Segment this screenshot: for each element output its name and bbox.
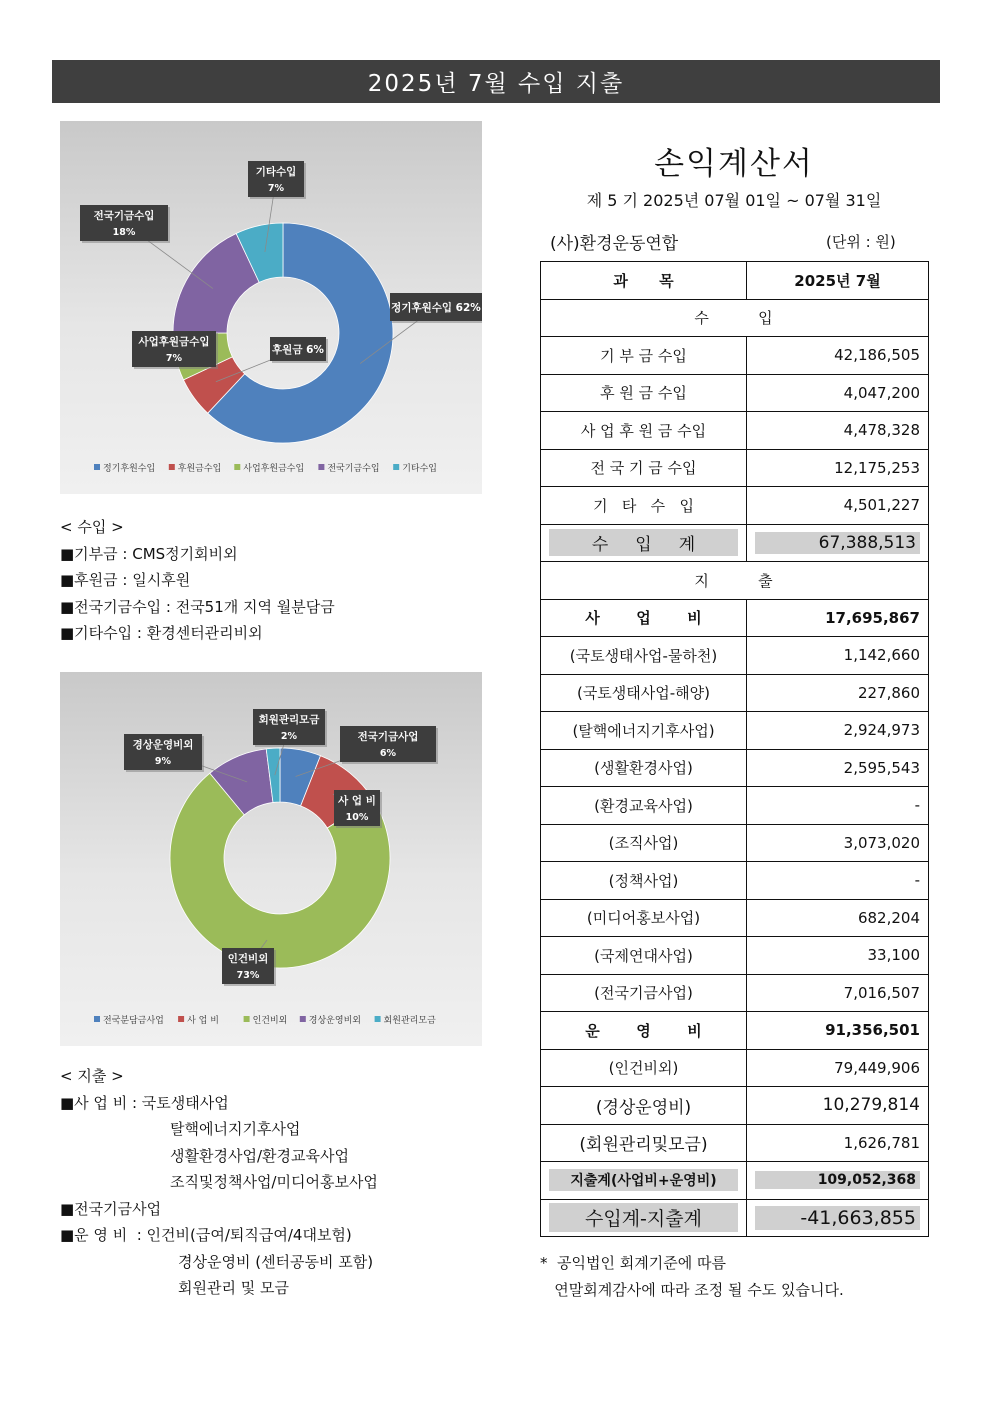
row-label: (미디어홍보사업) bbox=[541, 899, 747, 937]
row-label: (경상운영비) bbox=[541, 1087, 747, 1125]
callout-name: 정기후원수입 62% bbox=[391, 302, 481, 314]
table-row bbox=[541, 487, 929, 525]
callout-label bbox=[124, 734, 204, 772]
callout-name: 사 업 비 bbox=[338, 795, 376, 807]
table-row bbox=[541, 412, 929, 450]
row-label: 기 타 수 입 bbox=[541, 487, 747, 525]
income-donut-chart bbox=[60, 121, 482, 494]
callout-name: 인건비외 bbox=[227, 953, 269, 965]
expense-note-item: 회원관리 및 모금 bbox=[178, 1279, 289, 1297]
row-value: 4,478,328 bbox=[747, 412, 929, 450]
row-value: 1,142,660 bbox=[747, 637, 929, 675]
row-value: 79,449,906 bbox=[747, 1049, 929, 1087]
callout-name: 전국기금사업 bbox=[357, 731, 419, 743]
income-total-value: 67,388,513 bbox=[755, 532, 920, 554]
income-note-item: ■기타수입 : 환경센터관리비외 bbox=[60, 624, 263, 642]
row-value: 12,175,253 bbox=[747, 449, 929, 487]
row-value: 4,047,200 bbox=[747, 374, 929, 412]
row-value: 33,100 bbox=[747, 937, 929, 975]
callout-label bbox=[334, 790, 382, 828]
callout-pct: 18% bbox=[112, 227, 136, 238]
row-value: - bbox=[747, 862, 929, 900]
legend-label: 전국기금수입 bbox=[327, 464, 380, 474]
table-row bbox=[541, 937, 929, 975]
legend-swatch bbox=[375, 1016, 381, 1022]
expense-notes bbox=[60, 1063, 378, 1302]
legend-swatch bbox=[318, 464, 324, 470]
legend-label: 전국분담금사업 bbox=[103, 1016, 164, 1026]
expense-total-label: 지출계(사업비+운영비) bbox=[549, 1169, 738, 1191]
callout-label bbox=[253, 709, 327, 747]
callout-name: 전국기금수입 bbox=[93, 210, 155, 222]
legend-swatch bbox=[94, 464, 100, 470]
table-row bbox=[541, 787, 929, 825]
table-row bbox=[541, 749, 929, 787]
expense-note-item: 경상운영비 (센터공동비 포함) bbox=[178, 1252, 374, 1271]
row-value: 42,186,505 bbox=[747, 337, 929, 375]
row-label: 사 업 후 원 금 수입 bbox=[541, 412, 747, 450]
callout-pct: 73% bbox=[236, 970, 260, 981]
row-label: 전 국 기 금 수입 bbox=[541, 449, 747, 487]
table-row bbox=[541, 862, 929, 900]
callout-pct: 6% bbox=[379, 748, 397, 759]
net-row bbox=[541, 1199, 929, 1237]
row-value: 7,016,507 bbox=[747, 974, 929, 1012]
chart-legend bbox=[94, 462, 437, 474]
income-note-item: ■전국기금수입 : 전국51개 지역 월분담금 bbox=[60, 597, 335, 616]
row-label: (국제연대사업) bbox=[541, 937, 747, 975]
row-label: (국토생태사업-물하천) bbox=[541, 637, 747, 675]
legend-swatch bbox=[300, 1016, 306, 1022]
table-row bbox=[541, 1124, 929, 1162]
callout-label bbox=[248, 161, 306, 199]
ops-total-row bbox=[541, 1012, 929, 1050]
callout-label bbox=[270, 337, 328, 363]
row-value: 1,626,781 bbox=[747, 1124, 929, 1162]
legend-label: 사업후원금수입 bbox=[243, 464, 305, 474]
statement-period: 제 5 기 2025년 07월 01일 ~ 07월 31일 bbox=[586, 191, 882, 210]
income-notes bbox=[60, 514, 335, 647]
table-header-row bbox=[541, 262, 929, 300]
income-notes-heading: < 수입 > bbox=[60, 518, 124, 536]
biz-total-value: 17,695,867 bbox=[747, 599, 929, 637]
callout-name: 후원금 6% bbox=[272, 344, 324, 356]
row-value: 227,860 bbox=[747, 674, 929, 712]
table-row bbox=[541, 374, 929, 412]
table-row bbox=[541, 1049, 929, 1087]
row-label: (인건비외) bbox=[541, 1049, 747, 1087]
callout-label bbox=[222, 948, 276, 986]
legend-label: 경상운영비외 bbox=[308, 1016, 361, 1026]
row-label: (환경교육사업) bbox=[541, 787, 747, 825]
header-item: 과 목 bbox=[541, 262, 747, 300]
legend-label: 인건비외 bbox=[252, 1016, 288, 1026]
row-value: 2,595,543 bbox=[747, 749, 929, 787]
income-chart-svg bbox=[60, 121, 482, 494]
expense-chart-svg bbox=[60, 672, 482, 1046]
expense-note-item: 탈핵에너지기후사업 bbox=[170, 1120, 301, 1138]
table-row bbox=[541, 637, 929, 675]
expense-section-label: 지 출 bbox=[541, 562, 929, 600]
row-value: 4,501,227 bbox=[747, 487, 929, 525]
table-row bbox=[541, 712, 929, 750]
callout-pct: 7% bbox=[165, 353, 183, 364]
row-value: 10,279,814 bbox=[747, 1087, 929, 1125]
chart-legend bbox=[94, 1014, 436, 1026]
biz-total-label: 사 업 비 bbox=[541, 599, 747, 637]
table-row bbox=[541, 1087, 929, 1125]
ops-total-label: 운 영 비 bbox=[541, 1012, 747, 1050]
income-note-item: ■기부금 : CMS정기회비외 bbox=[60, 544, 238, 563]
callout-label bbox=[132, 331, 218, 369]
expense-total-row bbox=[541, 1162, 929, 1200]
income-section-label: 수 입 bbox=[541, 299, 929, 337]
legend-label: 기타수입 bbox=[402, 464, 437, 474]
expense-section-row bbox=[541, 562, 929, 600]
row-label: (국토생태사업-해양) bbox=[541, 674, 747, 712]
expense-donut-chart bbox=[60, 672, 482, 1046]
callout-label bbox=[390, 293, 482, 323]
income-note-item: ■후원금 : 일시후원 bbox=[60, 571, 191, 589]
income-total-row bbox=[541, 524, 929, 562]
legend-swatch bbox=[244, 1016, 250, 1022]
table-row bbox=[541, 899, 929, 937]
header-month: 2025년 7월 bbox=[747, 262, 929, 300]
legend-label: 후원금수입 bbox=[177, 464, 222, 474]
legend-label: 정기후원수입 bbox=[103, 464, 156, 474]
expense-note-item: ■운 영 비 : 인건비(급여/퇴직급여/4대보험) bbox=[60, 1226, 352, 1244]
row-label: (전국기금사업) bbox=[541, 974, 747, 1012]
legend-label: 사 업 비 bbox=[187, 1016, 219, 1026]
expense-total-value: 109,052,368 bbox=[755, 1171, 920, 1189]
ops-total-value: 91,356,501 bbox=[747, 1012, 929, 1050]
row-label: (정책사업) bbox=[541, 862, 747, 900]
callout-name: 회원관리모금 bbox=[258, 714, 320, 726]
statement-title: 손익계산서 bbox=[654, 146, 814, 182]
legend-swatch bbox=[178, 1016, 184, 1022]
legend-swatch bbox=[94, 1016, 100, 1022]
row-value: 682,204 bbox=[747, 899, 929, 937]
legend-label: 회원관리모금 bbox=[383, 1016, 436, 1026]
row-label: (회원관리및모금) bbox=[541, 1124, 747, 1162]
table-row bbox=[541, 337, 929, 375]
callout-pct: 9% bbox=[154, 756, 172, 767]
callout-name: 경상운영비외 bbox=[132, 739, 194, 751]
expense-note-item: ■사 업 비 : 국토생태사업 bbox=[60, 1093, 229, 1112]
callout-name: 기타수입 bbox=[255, 166, 297, 178]
table-row bbox=[541, 974, 929, 1012]
callout-name: 사업후원금수입 bbox=[138, 336, 210, 348]
biz-total-row bbox=[541, 599, 929, 637]
callout-pct: 2% bbox=[280, 731, 298, 742]
expense-notes-heading: < 지출 > bbox=[60, 1067, 124, 1085]
expense-note-item: ■전국기금사업 bbox=[60, 1199, 162, 1218]
statement-org: (사)환경운동연합 bbox=[550, 234, 679, 254]
legend-swatch bbox=[169, 464, 175, 470]
table-row bbox=[541, 824, 929, 862]
table-row bbox=[541, 449, 929, 487]
statement-unit: (단위 : 원) bbox=[826, 233, 896, 251]
callout-pct: 7% bbox=[267, 183, 285, 194]
callout-label bbox=[80, 205, 170, 243]
table-row bbox=[541, 674, 929, 712]
income-statement-table bbox=[540, 261, 929, 1237]
expense-note-item: 생활환경사업/환경교육사업 bbox=[170, 1146, 349, 1165]
expense-note-item: 조직및정책사업/미디어홍보사업 bbox=[170, 1173, 378, 1191]
legend-swatch bbox=[393, 464, 399, 470]
page-banner: 2025년 7월 수입 지출 bbox=[52, 60, 940, 103]
row-value: 3,073,020 bbox=[747, 824, 929, 862]
row-label: (조직사업) bbox=[541, 824, 747, 862]
callout-pct: 10% bbox=[345, 812, 369, 823]
net-value: -41,663,855 bbox=[755, 1206, 920, 1230]
income-total-label: 수 입 계 bbox=[549, 529, 738, 556]
legend-swatch bbox=[234, 464, 240, 470]
income-section-row bbox=[541, 299, 929, 337]
row-value: - bbox=[747, 787, 929, 825]
net-label: 수입계-지출계 bbox=[549, 1203, 738, 1232]
row-label: 후 원 금 수입 bbox=[541, 374, 747, 412]
callout-label bbox=[340, 726, 438, 764]
footnote: * 공익법인 회계기준에 따름 연말회계감사에 따라 조정 될 수도 있습니다. bbox=[540, 1254, 844, 1299]
row-value: 2,924,973 bbox=[747, 712, 929, 750]
row-label: (생활환경사업) bbox=[541, 749, 747, 787]
row-label: (탈핵에너지기후사업) bbox=[541, 712, 747, 750]
row-label: 기 부 금 수입 bbox=[541, 337, 747, 375]
